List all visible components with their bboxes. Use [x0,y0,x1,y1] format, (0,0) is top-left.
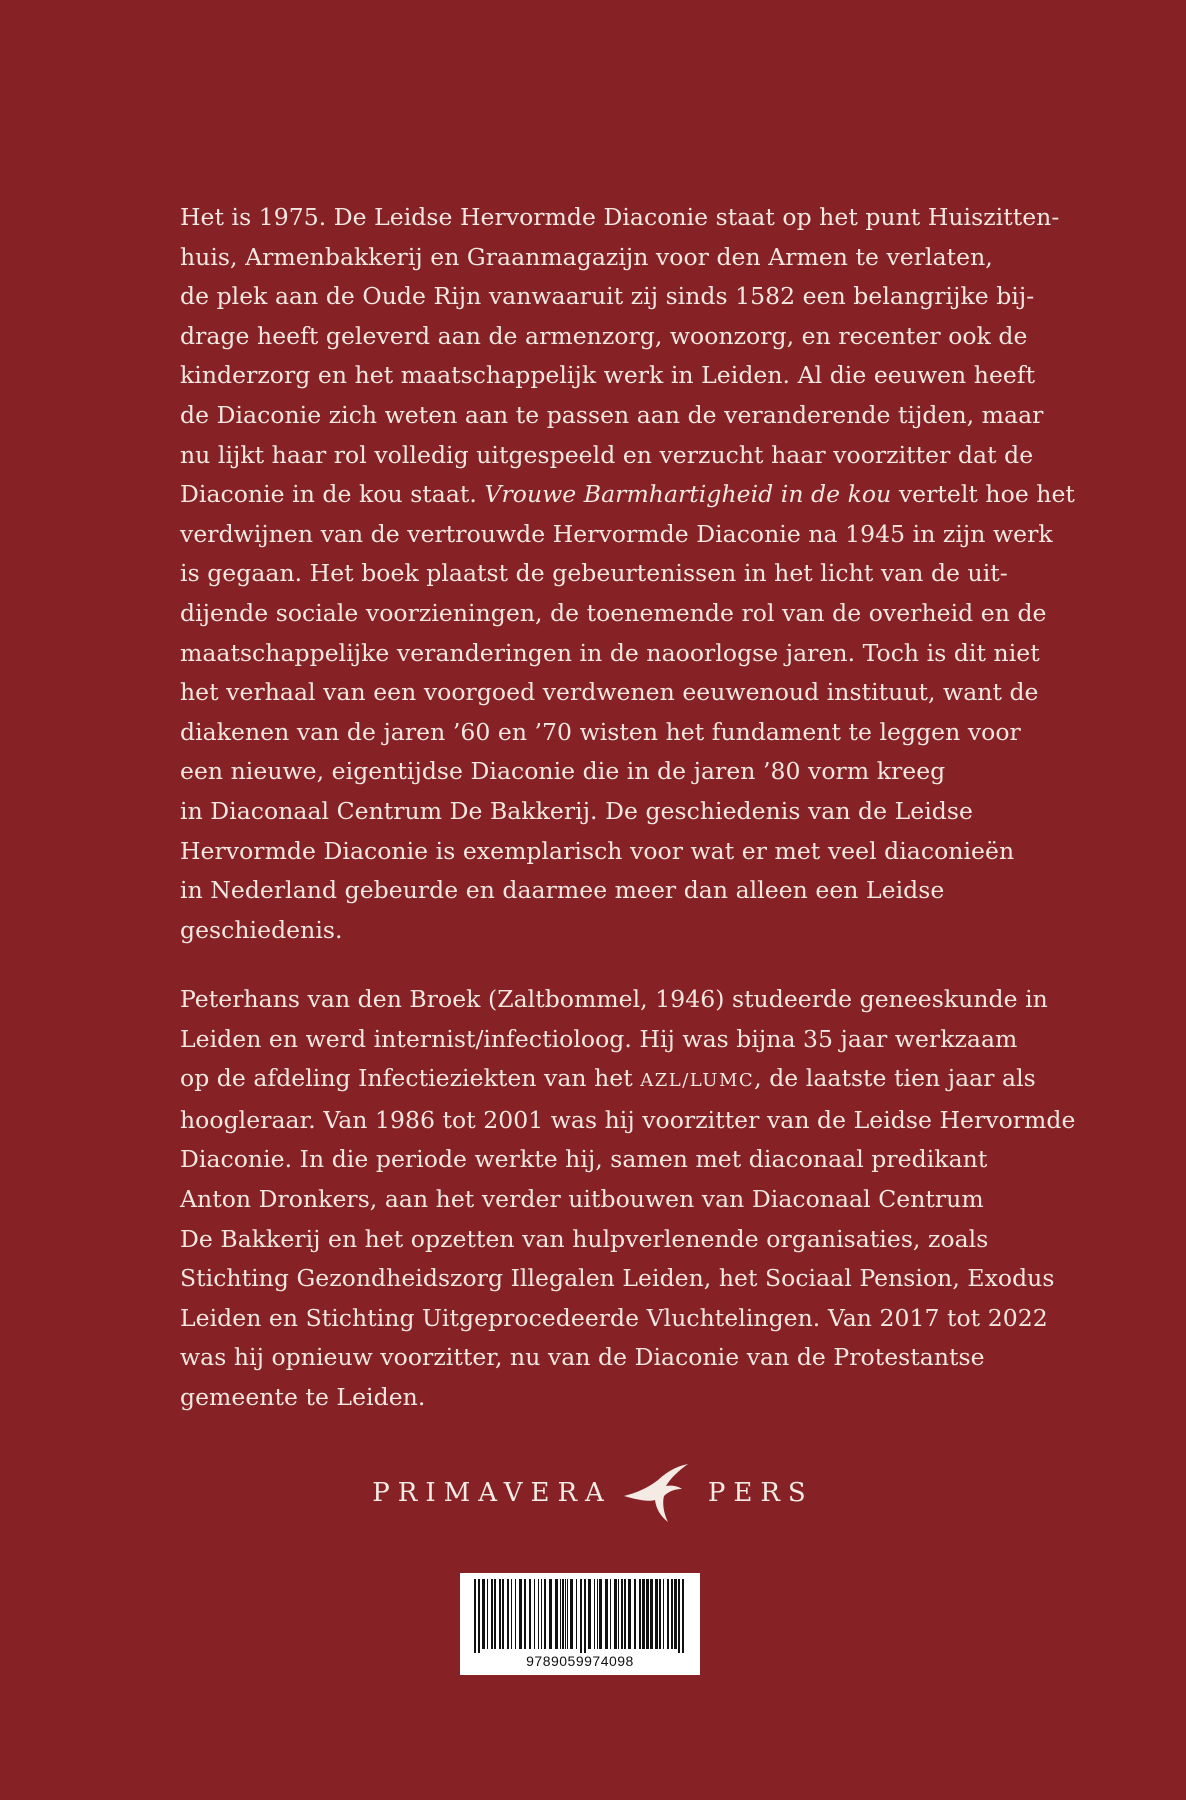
publisher-name-right: PERS [707,1478,814,1508]
barcode-bar [659,1579,661,1649]
text-line [180,238,1040,278]
book-description-paragraph [180,198,1075,950]
text-segment: de Diaconie zich weten aan te passen aan de veranderende tijden, maar [180,400,1044,429]
barcode-bar [562,1579,564,1649]
text-segment: maatschappelijke veranderingen in de naoorlogse jaren. Toch is dit niet [180,638,1040,667]
text-segment: Leiden en Stichting Uitgeprocedeerde Vluchtelingen. Van 2017 tot 2022 [180,1303,1048,1332]
text-segment: Diaconie. In die periode werkte hij, samen met diaconaal predikant [180,1145,988,1174]
text-segment: dijende sociale voorzieningen, de toenemende rol van de overheid en de [180,598,1047,627]
text-segment: in Nederland gebeurde en daarmee meer dan alleen een Leidse [180,876,945,905]
barcode-bar [567,1579,568,1649]
text-segment: hoogleraar. Van 1986 tot 2001 was hij voorzitter van de Leidse Hervormde [180,1105,1076,1134]
barcode-bar [487,1579,488,1649]
barcode-bar [655,1579,658,1649]
text-line [180,1180,1040,1220]
text-segment: gemeente te Leiden. [180,1382,426,1411]
text-segment: was hij opnieuw voorzitter, nu van de Diaconie van de Protestantse [180,1343,985,1372]
text-segment: De Bakkerij en het opzetten van hulpverlenende organisaties, zoals [180,1224,989,1253]
text-line [180,317,1040,357]
barcode-bar [642,1579,645,1649]
text-segment: diakenen van de jaren ’60 en ’70 wisten het fundament te leggen voor [180,717,1021,746]
text-line [180,832,1040,872]
barcode-bar [605,1579,608,1649]
barcode-bar [667,1579,669,1649]
text-segment: , de laatste tien jaar als [754,1064,1036,1093]
isbn-number: 9789059974098 [526,1653,634,1669]
text-line [180,1338,1040,1378]
text-line [180,1259,1055,1299]
barcode-bar [674,1579,677,1649]
publisher-logo [0,1462,1186,1524]
barcode-bar [599,1579,602,1649]
text-line [180,871,1040,911]
barcode-bar [570,1579,573,1649]
author-bio-paragraph [180,980,1076,1418]
barcode-bar [576,1579,577,1649]
swallow-bird-icon [622,1462,692,1524]
barcode-bar [618,1579,619,1649]
text-segment: Hervormde Diaconie is exemplarisch voor wat er met veel diaconieën [180,836,1015,865]
text-line [180,277,1040,317]
isbn-barcode [460,1573,700,1675]
barcode-bar [614,1579,617,1649]
barcode-bar [538,1579,539,1649]
text-line [180,1140,1040,1180]
text-line [180,356,1040,396]
barcode-bar [560,1579,561,1649]
text-line [180,1059,1040,1101]
barcode-bar [565,1579,566,1649]
barcode-bar [482,1579,485,1649]
text-segment: vertelt hoe het [891,480,1075,509]
text-line [180,980,1048,1020]
barcode-bar [549,1579,552,1649]
text-line [180,1299,1048,1339]
text-segment: nu lijkt haar rol volledig uitgespeeld en verzucht haar voorzitter dat de [180,440,1034,469]
barcode-bar [682,1579,684,1653]
barcode-bar [594,1579,595,1649]
barcode-bar [529,1579,531,1649]
barcode-bar [580,1579,582,1653]
text-line [180,198,1060,238]
barcode-bar [610,1579,611,1649]
text-line [180,1220,1040,1260]
text-segment: Leiden en werd internist/infectioloog. Hij was bijna 35 jaar werkzaam [180,1024,1018,1053]
small-caps-abbreviation: AZL/LUMC [640,1070,755,1092]
text-segment: de plek aan de Oude Rijn vanwaaruit zij sinds 1582 een belangrijke bij- [180,282,1035,311]
text-segment: op de afdeling Infectieziekten van het [180,1064,641,1093]
barcode-bar [628,1579,631,1649]
barcode-bar [524,1579,526,1649]
book-title-italic: Vrouwe Barmhartigheid in de kou [484,480,892,509]
barcode-bar [588,1579,591,1649]
text-line [180,515,1053,555]
text-segment: Anton Dronkers, aan het verder uitbouwen van Diaconaal Centrum [180,1184,984,1213]
text-segment: huis, Armenbakkerij en Graanmagazijn voor den Armen te verlaten, [180,242,993,271]
text-segment: is gegaan. Het boek plaatst de gebeurtenissen in het licht van de uit- [180,559,1008,588]
barcode-bar [507,1579,509,1649]
text-line [180,792,1040,832]
text-line [180,1020,1040,1060]
text-line [180,713,1040,753]
text-line [180,752,1040,792]
text-line [180,396,1044,436]
text-line [180,1378,1040,1418]
barcode-bar [584,1579,586,1653]
barcode-bar [499,1579,501,1649]
text-line [180,911,1040,951]
text-segment: verdwijnen van de vertrouwde Hervormde Diaconie na 1945 in zijn werk [180,519,1053,548]
barcode-bar [515,1579,516,1649]
text-segment: drage heeft geleverd aan de armenzorg, woonzorg, en recenter ook de [180,321,1028,350]
text-line [180,1101,1076,1141]
barcode-bar [534,1579,535,1649]
text-segment: Diaconie in de kou staat. [180,480,485,509]
barcode-bar [511,1579,512,1649]
text-segment: kinderzorg en het maatschappelijk werk in Leiden. Al die eeuwen heeft [180,361,1036,390]
barcode-bar [502,1579,504,1649]
barcode-bar [671,1579,673,1649]
text-segment: een nieuwe, eigentijdse Diaconie die in de jaren ’80 vorm kreeg [180,757,946,786]
barcode-bar [621,1579,623,1649]
text-line [180,594,1047,634]
barcode-bar [519,1579,522,1649]
text-line [180,634,1040,674]
text-line [180,554,1040,594]
text-segment: geschiedenis. [180,915,343,944]
text-segment: Peterhans van den Broek (Zaltbommel, 1946) studeerde geneeskunde in [180,985,1048,1013]
barcode-bar [634,1579,636,1649]
text-line [180,673,1040,713]
text-segment: het verhaal van een voorgoed verdwenen eeuwenoud instituut, want de [180,678,1039,707]
barcode-bar [544,1579,546,1649]
barcode-bar [555,1579,558,1649]
publisher-name-left: PRIMAVERA [372,1478,612,1508]
barcode-bar [639,1579,641,1649]
text-segment: in Diaconaal Centrum De Bakkerij. De geschiedenis van de Leidse [180,796,973,825]
text-line [180,436,1040,476]
text-segment: Stichting Gezondheidszorg Illegalen Leiden, het Sociaal Pension, Exodus [180,1264,1055,1293]
barcode-bar [541,1579,542,1649]
barcode-bar [494,1579,496,1649]
barcode-bar [678,1579,680,1653]
barcode-bar [646,1579,649,1649]
text-segment: Het is 1975. De Leidse Hervormde Diaconie staat op het punt Huiszitten- [180,203,1060,231]
barcode-bar [478,1579,480,1653]
barcode-bar [624,1579,626,1649]
barcode-bar [650,1579,653,1649]
barcode-bar [491,1579,493,1649]
barcode-bar [663,1579,664,1649]
barcode-bar [597,1579,598,1649]
barcode-bar [474,1579,476,1653]
text-line [180,475,1075,515]
